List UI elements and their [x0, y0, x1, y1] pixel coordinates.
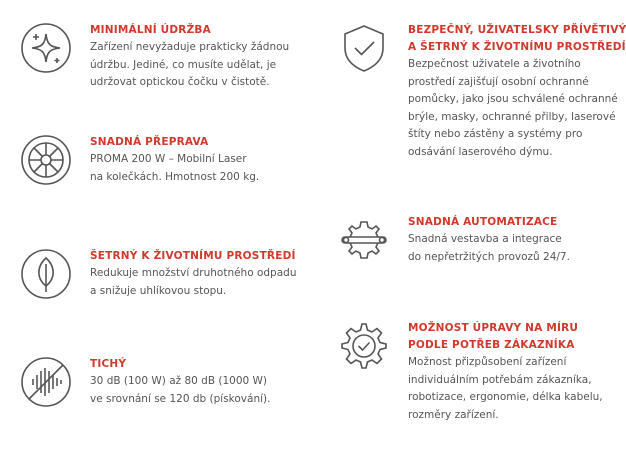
- feature-title: SNADNÁ PŘEPRAVA: [90, 136, 209, 148]
- feature-description: Redukuje množství druhotného odpadu a snižuje uhlíkovou stopu.: [90, 267, 297, 297]
- feature-title: TICHÝ: [90, 358, 127, 370]
- muted-sound-wave-icon: [20, 356, 72, 408]
- feature-title: ŠETRNÝ K ŽIVOTNÍMU PROSTŘEDÍ: [90, 250, 296, 262]
- feature-title: MOŽNOST ÚPRAVY NA MÍRU PODLE POTŘEB ZÁKAZNÍKA: [408, 322, 579, 351]
- sparkle-icon: [20, 22, 72, 74]
- wrench-gear-icon: [338, 214, 390, 266]
- wheel-icon: [20, 134, 72, 186]
- feature-description: Snadná vestavba a integrace do nepřetržitých provozů 24/7.: [408, 233, 570, 263]
- feature-title: BEZPEČNÝ, UŽIVATELSKY PŘÍVĚTIVÝ A ŠETRNÝ K ŽIVOTNÍMU PROSTŘEDÍ: [408, 24, 626, 53]
- feature-description: 30 dB (100 W) až 80 dB (1000 W) ve srovnání se 120 db (pískování).: [90, 375, 271, 405]
- feature-description: Bezpečnost uživatele a životního prostředí zajišťují osobní ochranné pomůcky, jako jsou schválené ochranné brýle, masky, ochranné přilby, laserové štíty nebo zástěny a systémy pro odsávání laserového dýmu.: [408, 58, 618, 158]
- feature-title: MINIMÁLNÍ ÚDRŽBA: [90, 24, 211, 36]
- feature-description: PROMA 200 W – Mobilní Laser na kolečkách. Hmotnost 200 kg.: [90, 153, 260, 183]
- leaf-icon: [20, 248, 72, 300]
- shield-check-icon: [338, 22, 390, 74]
- gear-check-icon: [338, 320, 390, 372]
- feature-description: Možnost přizpůsobení zařízení individuálním potřebám zákazníka, robotizace, ergonomie, délka kabelu, rozměry zařízení.: [408, 356, 603, 421]
- feature-description: Zařízení nevyžaduje prakticky žádnou údržbu. Jediné, co musíte udělat, je udržovat optickou čočku v čistotě.: [90, 41, 290, 88]
- feature-title: SNADNÁ AUTOMATIZACE: [408, 216, 558, 228]
